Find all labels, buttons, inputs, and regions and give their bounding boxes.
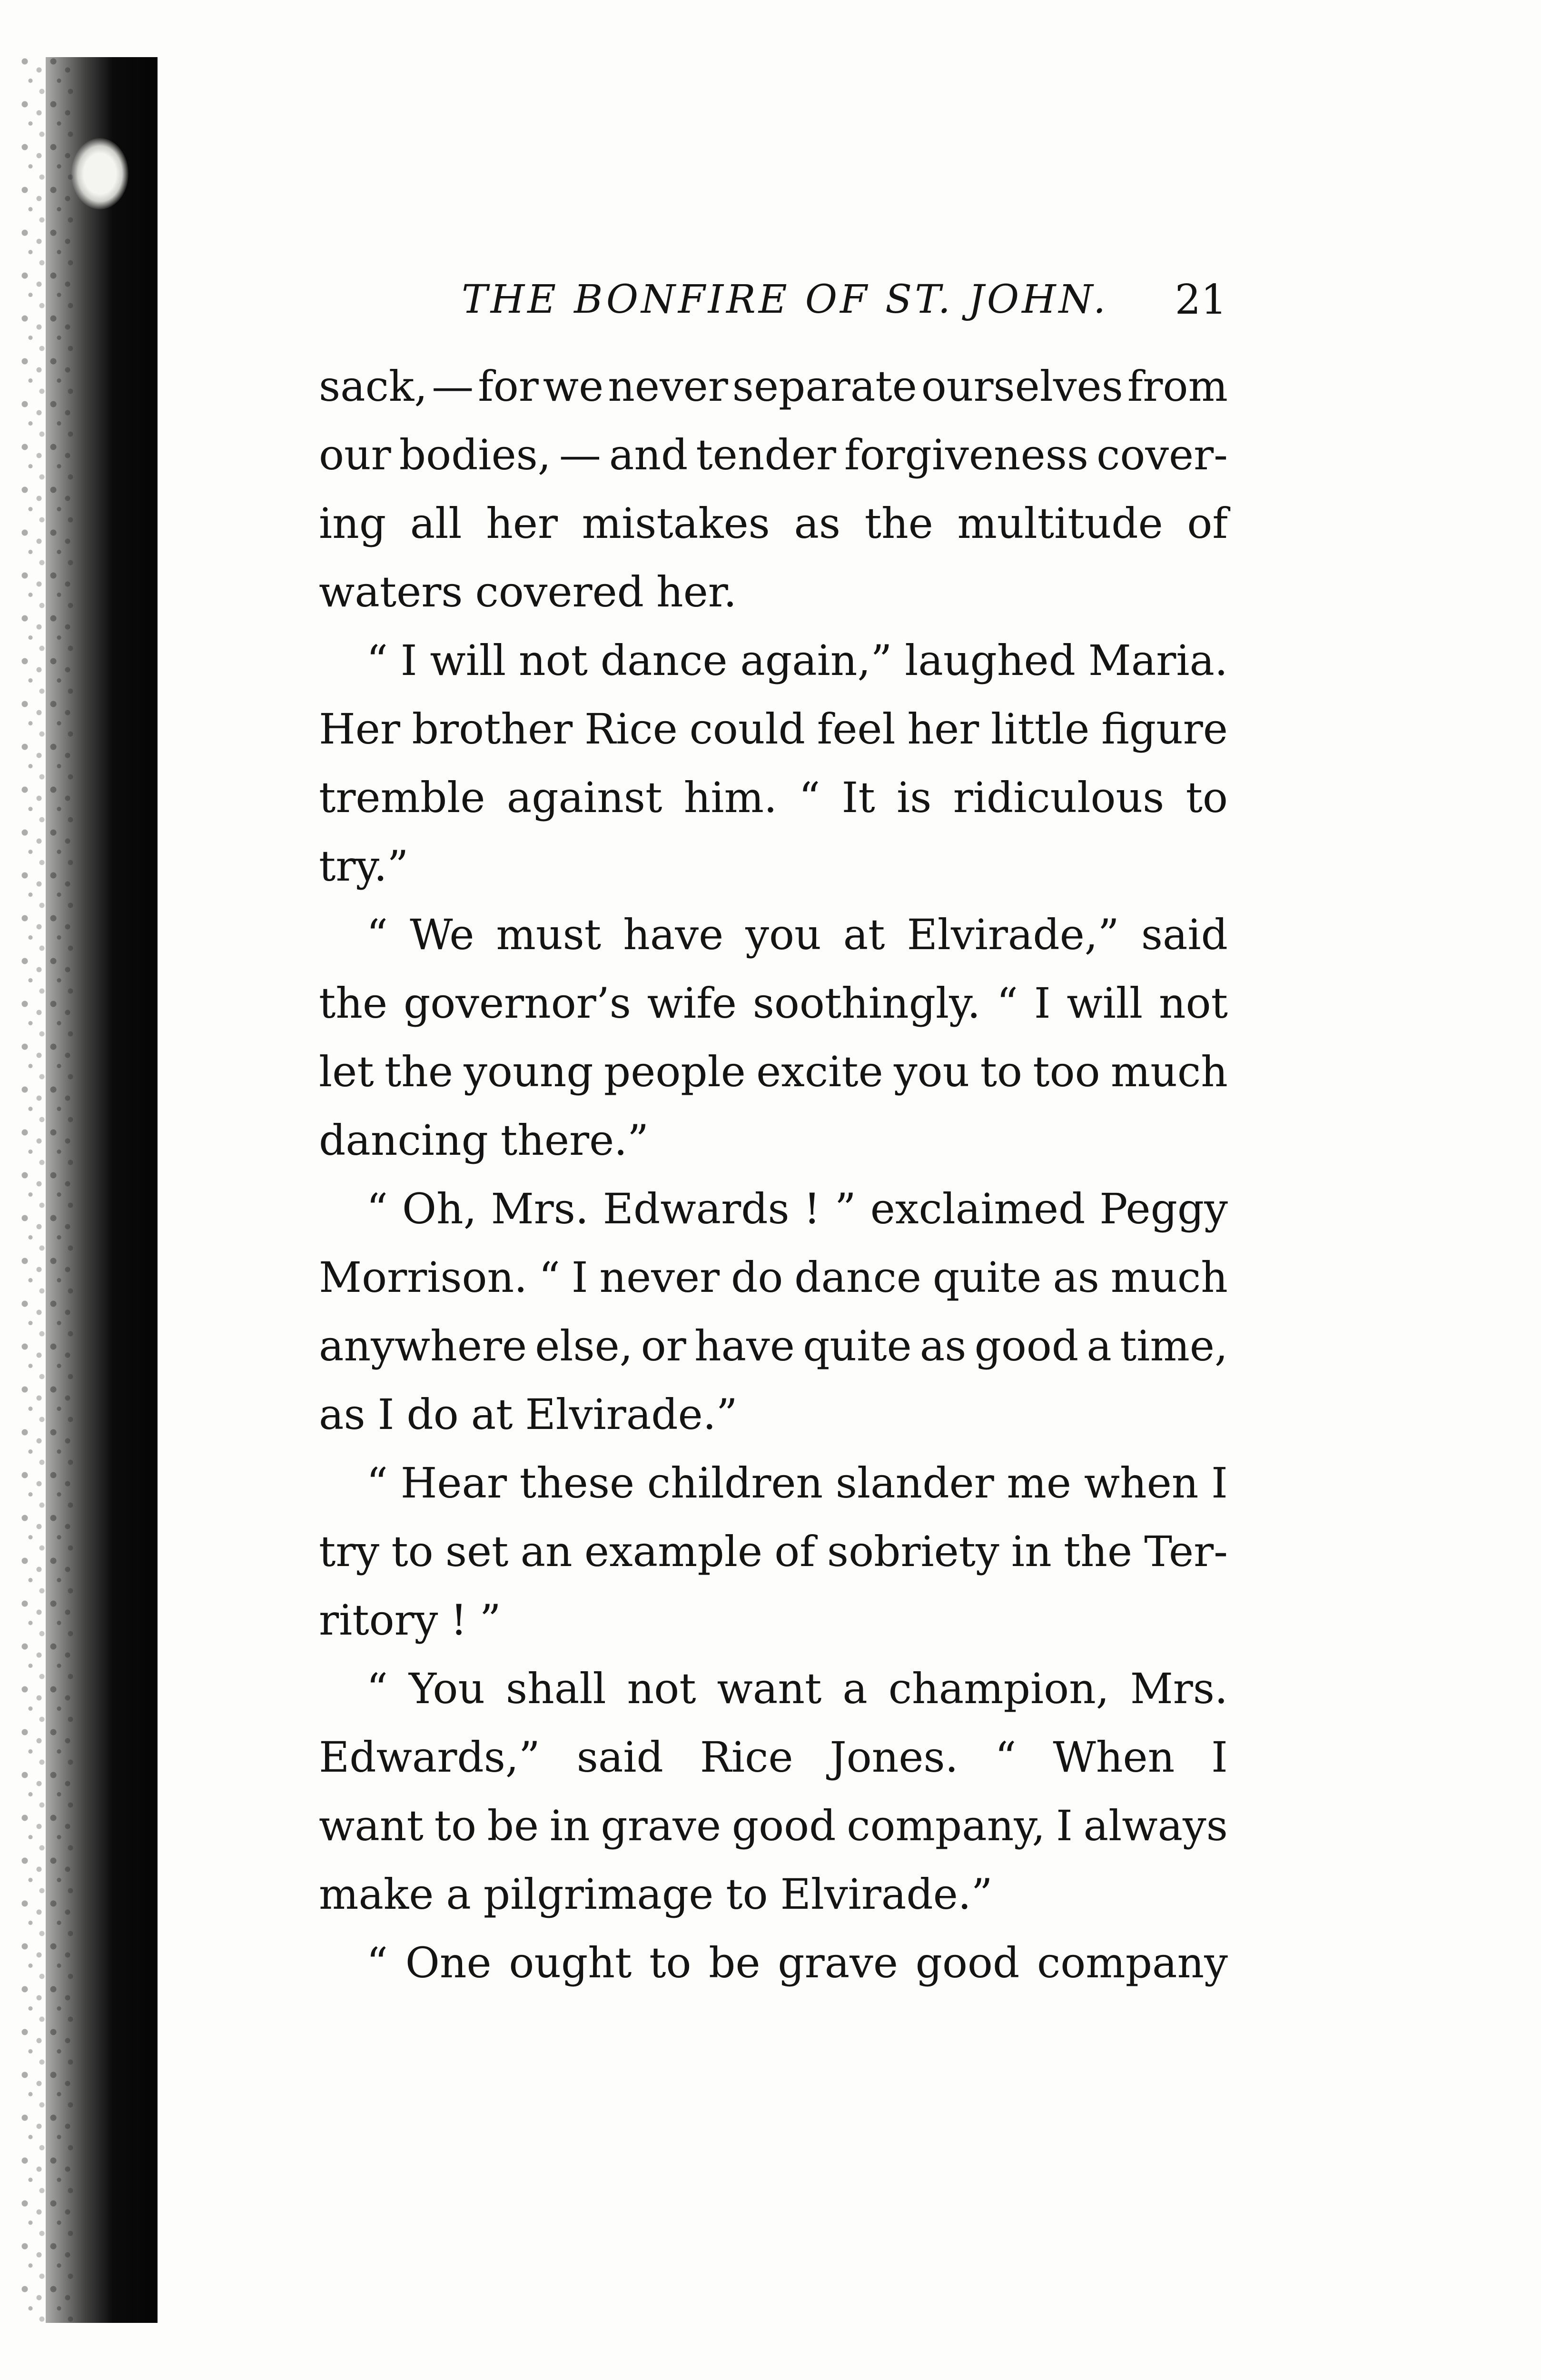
word: “ (366, 1184, 388, 1233)
word: I (1056, 1801, 1073, 1850)
text-line (319, 421, 1228, 489)
word: good (731, 1801, 836, 1850)
word: “ (366, 1664, 388, 1713)
word: to (434, 1801, 476, 1850)
word: be (487, 1801, 539, 1850)
word: me (1007, 1458, 1072, 1507)
text-line (319, 901, 1228, 969)
word: shall (506, 1664, 606, 1713)
word: slander (835, 1458, 994, 1507)
word: you (745, 910, 821, 959)
word: — (432, 362, 474, 411)
word: when (1084, 1458, 1199, 1507)
word: “ (366, 636, 388, 685)
word: people (603, 1047, 746, 1096)
text-line (319, 1586, 1228, 1655)
word: set (445, 1527, 509, 1576)
word: do (731, 1253, 783, 1302)
word: You (408, 1664, 485, 1713)
word: in (1011, 1527, 1052, 1576)
word: want (717, 1664, 822, 1713)
text-line (319, 352, 1228, 421)
word: again,” (740, 636, 892, 685)
word: company (1037, 1938, 1228, 1987)
word: time, (1119, 1321, 1228, 1370)
word: wife (647, 979, 737, 1028)
word: good (974, 1321, 1079, 1370)
word: to (649, 1938, 691, 1987)
word: separate (732, 362, 917, 411)
text-line (319, 626, 1228, 695)
word: will (430, 636, 506, 685)
word: champion, (888, 1664, 1109, 1713)
word: waters (319, 567, 463, 616)
word: mistakes (582, 499, 770, 548)
text-line (319, 1723, 1228, 1792)
word: Hear (400, 1458, 507, 1507)
word: from (1127, 362, 1228, 411)
word: against (506, 773, 662, 822)
word: We (410, 910, 474, 959)
text-line (319, 1655, 1228, 1723)
word: there.” (500, 1116, 649, 1165)
word: grave (778, 1938, 898, 1987)
word: is (897, 773, 932, 822)
word: Edwards,” (319, 1733, 540, 1782)
word: Morrison. (319, 1253, 528, 1302)
word: as (319, 1390, 365, 1439)
word: I (1211, 1458, 1228, 1507)
word: Edwards (603, 1184, 790, 1233)
word: excite (756, 1047, 883, 1096)
word: him. (683, 773, 777, 822)
word: her (907, 704, 979, 754)
text-line (319, 1860, 1228, 1929)
word: at (471, 1390, 513, 1439)
word: must (496, 910, 602, 959)
word: never (608, 362, 728, 411)
word: anywhere (319, 1321, 527, 1370)
word: dancing (319, 1116, 488, 1165)
word: dance (600, 636, 728, 685)
word: of (774, 1527, 815, 1576)
word: governor’s (403, 979, 631, 1028)
text-line (319, 1517, 1228, 1586)
word: could (689, 704, 805, 754)
word: Ter- (1144, 1527, 1228, 1576)
word: Jones. (830, 1733, 958, 1782)
word: ing (319, 499, 386, 548)
text-line (319, 1243, 1228, 1312)
word: said (576, 1733, 663, 1782)
text-line (319, 1380, 1228, 1449)
word: ourselves (921, 362, 1123, 411)
word: children (647, 1458, 823, 1507)
word: laughed (905, 636, 1076, 685)
word: grave (601, 1801, 721, 1850)
text-line (319, 1106, 1228, 1175)
word: to (1185, 773, 1228, 822)
word: exclaimed (870, 1184, 1086, 1233)
word: not (627, 1664, 696, 1713)
word: much (1110, 1047, 1228, 1096)
text-line (319, 832, 1228, 901)
word: Rice (584, 704, 678, 754)
word: forgiveness (844, 430, 1089, 479)
word: and (609, 430, 688, 479)
word: of (1187, 499, 1228, 548)
word: Peggy (1099, 1184, 1228, 1233)
word: Elvirade,” (907, 910, 1119, 959)
word: the (319, 979, 388, 1028)
word: sack, (319, 362, 428, 411)
page-header (0, 271, 1541, 328)
running-head: THE BONFIRE OF ST. JOHN. (462, 277, 1109, 322)
word: let (319, 1047, 374, 1096)
text-line (319, 1312, 1228, 1380)
word: When (1053, 1733, 1175, 1782)
word: a (446, 1870, 471, 1919)
word: I (1211, 1733, 1228, 1782)
word: the (1063, 1527, 1133, 1576)
word: — (559, 430, 601, 479)
word: Maria. (1088, 636, 1228, 685)
word: I (377, 1390, 395, 1439)
word: soothingly. (752, 979, 981, 1028)
word: quite (932, 1253, 1042, 1302)
word: “ (995, 1733, 1017, 1782)
word: else, (535, 1321, 633, 1370)
word: as (794, 499, 841, 548)
word: ” (834, 1184, 856, 1233)
word: to (391, 1527, 434, 1576)
word: “ (366, 1938, 388, 1987)
text-line (319, 1449, 1228, 1517)
word: ritory (319, 1596, 438, 1645)
word: we (543, 362, 604, 411)
word: her (486, 499, 558, 548)
word: try (319, 1527, 380, 1576)
word: Oh, (402, 1184, 477, 1233)
word: figure (1101, 704, 1228, 754)
word: I (571, 1253, 588, 1302)
word: tremble (319, 773, 485, 822)
word: “ (539, 1253, 561, 1302)
word: as (1053, 1253, 1099, 1302)
word: a (1087, 1321, 1112, 1370)
binding-hole (71, 138, 128, 209)
word: I (400, 636, 417, 685)
word: Elvirade.” (780, 1870, 993, 1919)
word: never (599, 1253, 720, 1302)
binding-speckle (19, 57, 76, 2323)
word: Elvirade.” (525, 1390, 738, 1439)
word: ” (479, 1596, 501, 1645)
word: ! (803, 1184, 820, 1233)
word: “ (366, 1458, 388, 1507)
word: want (319, 1801, 424, 1850)
word: “ (997, 979, 1018, 1028)
text-line (319, 1929, 1228, 1997)
word: said (1141, 910, 1228, 959)
word: you (893, 1047, 970, 1096)
word: her. (656, 567, 737, 616)
text-line (319, 1792, 1228, 1860)
word: “ (366, 910, 388, 959)
word: “ (799, 773, 820, 822)
text-line (319, 969, 1228, 1038)
word: bodies, (399, 430, 551, 479)
word: dance (794, 1253, 921, 1302)
word: Rice (700, 1733, 793, 1782)
word: pilgrimage (483, 1870, 714, 1919)
word: all (410, 499, 462, 548)
word: always (1083, 1801, 1228, 1850)
word: to (726, 1870, 768, 1919)
word: not (518, 636, 588, 685)
word: example (584, 1527, 763, 1576)
word: these (519, 1458, 635, 1507)
word: the (384, 1047, 453, 1096)
text-line (319, 558, 1228, 626)
text-line (319, 695, 1228, 764)
word: ought (509, 1938, 632, 1987)
text-line (319, 1175, 1228, 1243)
word: for (478, 362, 539, 411)
word: or (641, 1321, 686, 1370)
word: Mrs. (1130, 1664, 1228, 1713)
word: young (464, 1047, 593, 1096)
word: brother (412, 704, 573, 754)
word: tender (696, 430, 836, 479)
word: Mrs. (491, 1184, 589, 1233)
word: a (842, 1664, 868, 1713)
word: covered (475, 567, 644, 616)
word: ! (450, 1596, 467, 1645)
word: multitude (957, 499, 1163, 548)
word: little (991, 704, 1090, 754)
body-text (319, 352, 1228, 1997)
word: Her (319, 704, 400, 754)
word: an (520, 1527, 573, 1576)
text-line (319, 764, 1228, 832)
word: One (405, 1938, 492, 1987)
word: quite (803, 1321, 912, 1370)
word: make (319, 1870, 434, 1919)
word: in (549, 1801, 590, 1850)
word: be (709, 1938, 761, 1987)
word: at (843, 910, 885, 959)
word: have (694, 1321, 795, 1370)
word: have (623, 910, 724, 959)
word: not (1158, 979, 1228, 1028)
word: ridiculous (953, 773, 1165, 822)
word: to (980, 1047, 1022, 1096)
page-number: 21 (1175, 276, 1227, 324)
word: will (1067, 979, 1143, 1028)
word: sobriety (827, 1527, 999, 1576)
word: good (915, 1938, 1020, 1987)
word: our (319, 430, 391, 479)
word: feel (817, 704, 896, 754)
text-line (319, 1038, 1228, 1106)
word: company, (847, 1801, 1046, 1850)
word: much (1110, 1253, 1228, 1302)
word: too (1033, 1047, 1100, 1096)
word: It (841, 773, 875, 822)
word: the (864, 499, 933, 548)
word: as (919, 1321, 967, 1370)
word: do (406, 1390, 459, 1439)
text-line (319, 489, 1228, 558)
word: try.” (319, 842, 409, 891)
word: cover- (1096, 430, 1228, 479)
word: I (1034, 979, 1051, 1028)
